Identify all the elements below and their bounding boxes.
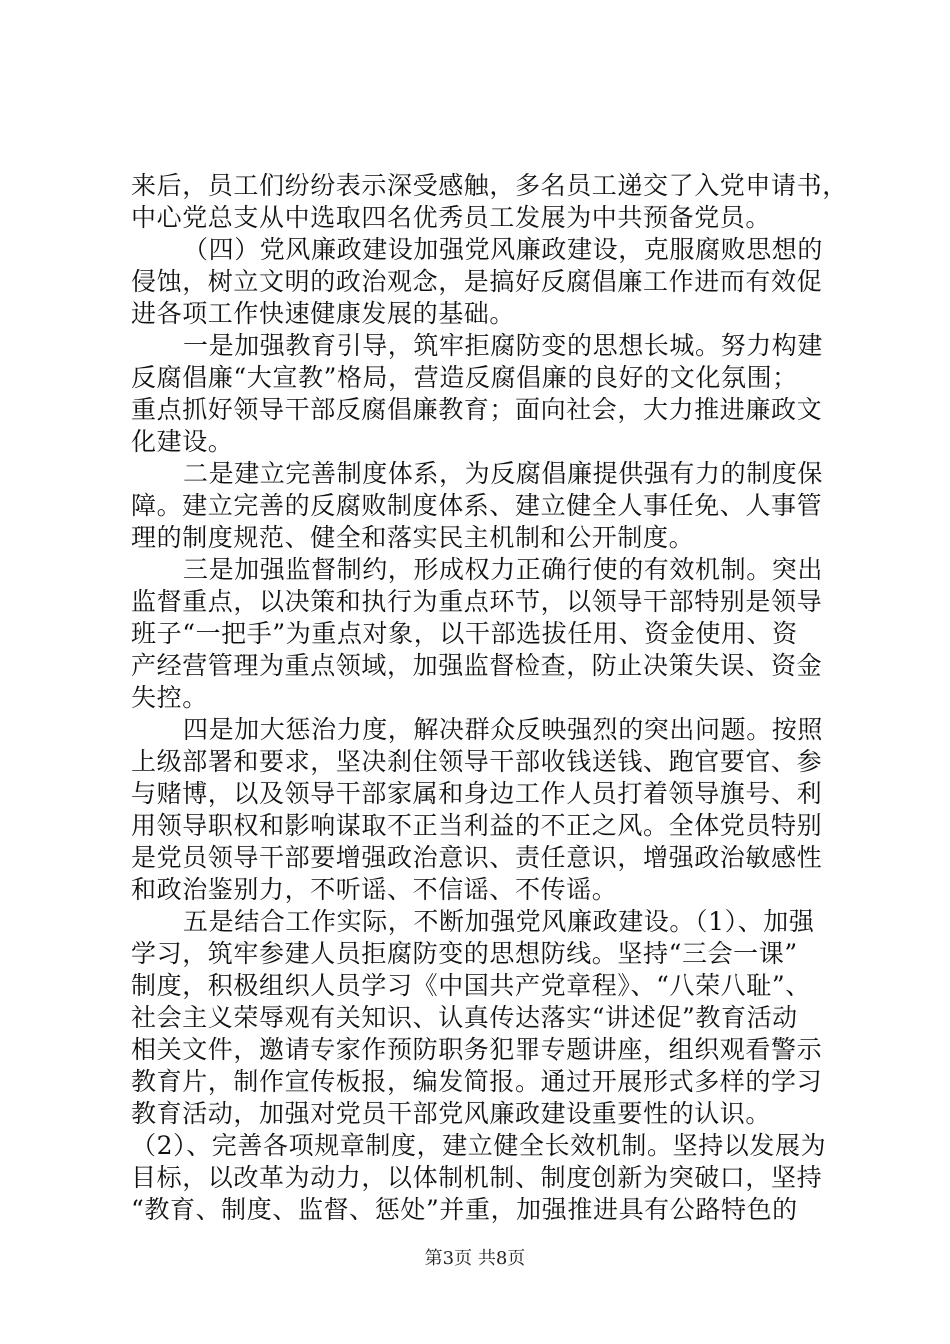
text-line: （2）、完善各项规章制度，建立健全长效机制。坚持以发展为 (131, 1131, 827, 1160)
text-line: 反腐倡廉“大宣教”格局，营造反腐倡廉的良好的文化氛围； (131, 363, 798, 392)
text-line: 二是建立完善制度体系，为反腐倡廉提供强有力的制度保 (183, 459, 824, 488)
text-line: 产经营管理为重点领域，加强监督检查，防止决策失误、资金 (131, 651, 823, 680)
text-line: 班子“一把手”为重点对象，以干部选拔任用、资金使用、资 (131, 619, 798, 648)
text-line: 侵蚀，树立文明的政治观念，是搞好反腐倡廉工作进而有效促 (131, 267, 823, 296)
text-line: 制度，积极组织人员学习《中国共产党章程》、“八荣八耻”、 (131, 971, 811, 1000)
text-line: 教育活动，加强对党员干部党风廉政建设重要性的认识。 (131, 1099, 772, 1128)
text-line: 是党员领导干部要增强政治意识、责任意识，增强政治敏感性 (131, 843, 823, 872)
text-line: 与赌博，以及领导干部家属和身边工作人员打着领导旗号、利 (131, 779, 823, 808)
text-line: “教育、制度、监督、惩处”并重，加强推进具有公路特色的 (131, 1195, 798, 1224)
text-line: 目标，以改革为动力，以体制机制、制度创新为突破口，坚持 (131, 1163, 823, 1192)
text-line: 障。建立完善的反腐败制度体系、建立健全人事任免、人事管 (131, 491, 823, 520)
text-line: 四是加大惩治力度，解决群众反映强烈的突出问题。按照 (183, 715, 824, 744)
text-line: （四）党风廉政建设加强党风廉政建设，克服腐败思想的 (183, 235, 824, 264)
text-line: 和政治鉴别力，不听谣、不信谣、不传谣。 (131, 875, 618, 904)
text-line: 重点抓好领导干部反腐倡廉教育；面向社会，大力推进廉政文 (131, 395, 823, 424)
text-line: 中心党总支从中选取四名优秀员工发展为中共预备党员。 (131, 203, 772, 232)
text-line: 用领导职权和影响谋取不正当利益的不正之风。全体党员特别 (131, 811, 823, 840)
text-line: 失控。 (131, 683, 208, 712)
text-line: 进各项工作快速健康发展的基础。 (131, 299, 516, 328)
text-line: 三是加强监督制约，形成权力正确行使的有效机制。突出 (183, 555, 824, 584)
document-body (131, 170, 848, 1226)
page-footer: 第3页 共8页 (424, 1248, 526, 1269)
text-line: 教育片，制作宣传板报，编发简报。通过开展形式多样的学习 (131, 1067, 823, 1096)
text-line: 化建设。 (131, 427, 234, 456)
text-line: 学习，筑牢参建人员拒腐防变的思想防线。坚持“三会一课” (131, 939, 798, 968)
text-line: 来后，员工们纷纷表示深受感触，多名员工递交了入党申请书， (131, 171, 848, 200)
text-line: 理的制度规范、健全和落实民主机制和公开制度。 (131, 523, 695, 552)
text-line: 上级部署和要求，坚决刹住领导干部收钱送钱、跑官要官、参 (131, 747, 823, 776)
text-line: 相关文件，邀请专家作预防职务犯罪专题讲座，组织观看警示 (131, 1035, 823, 1064)
text-line: 社会主义荣辱观有关知识、认真传达落实“讲述促”教育活动 (131, 1003, 798, 1032)
text-line: 一是加强教育引导，筑牢拒腐防变的思想长城。努力构建 (183, 331, 824, 360)
text-line: 五是结合工作实际，不断加强党风廉政建设。（1）、加强 (183, 907, 815, 936)
text-line: 监督重点，以决策和执行为重点环节，以领导干部特别是领导 (131, 587, 823, 616)
